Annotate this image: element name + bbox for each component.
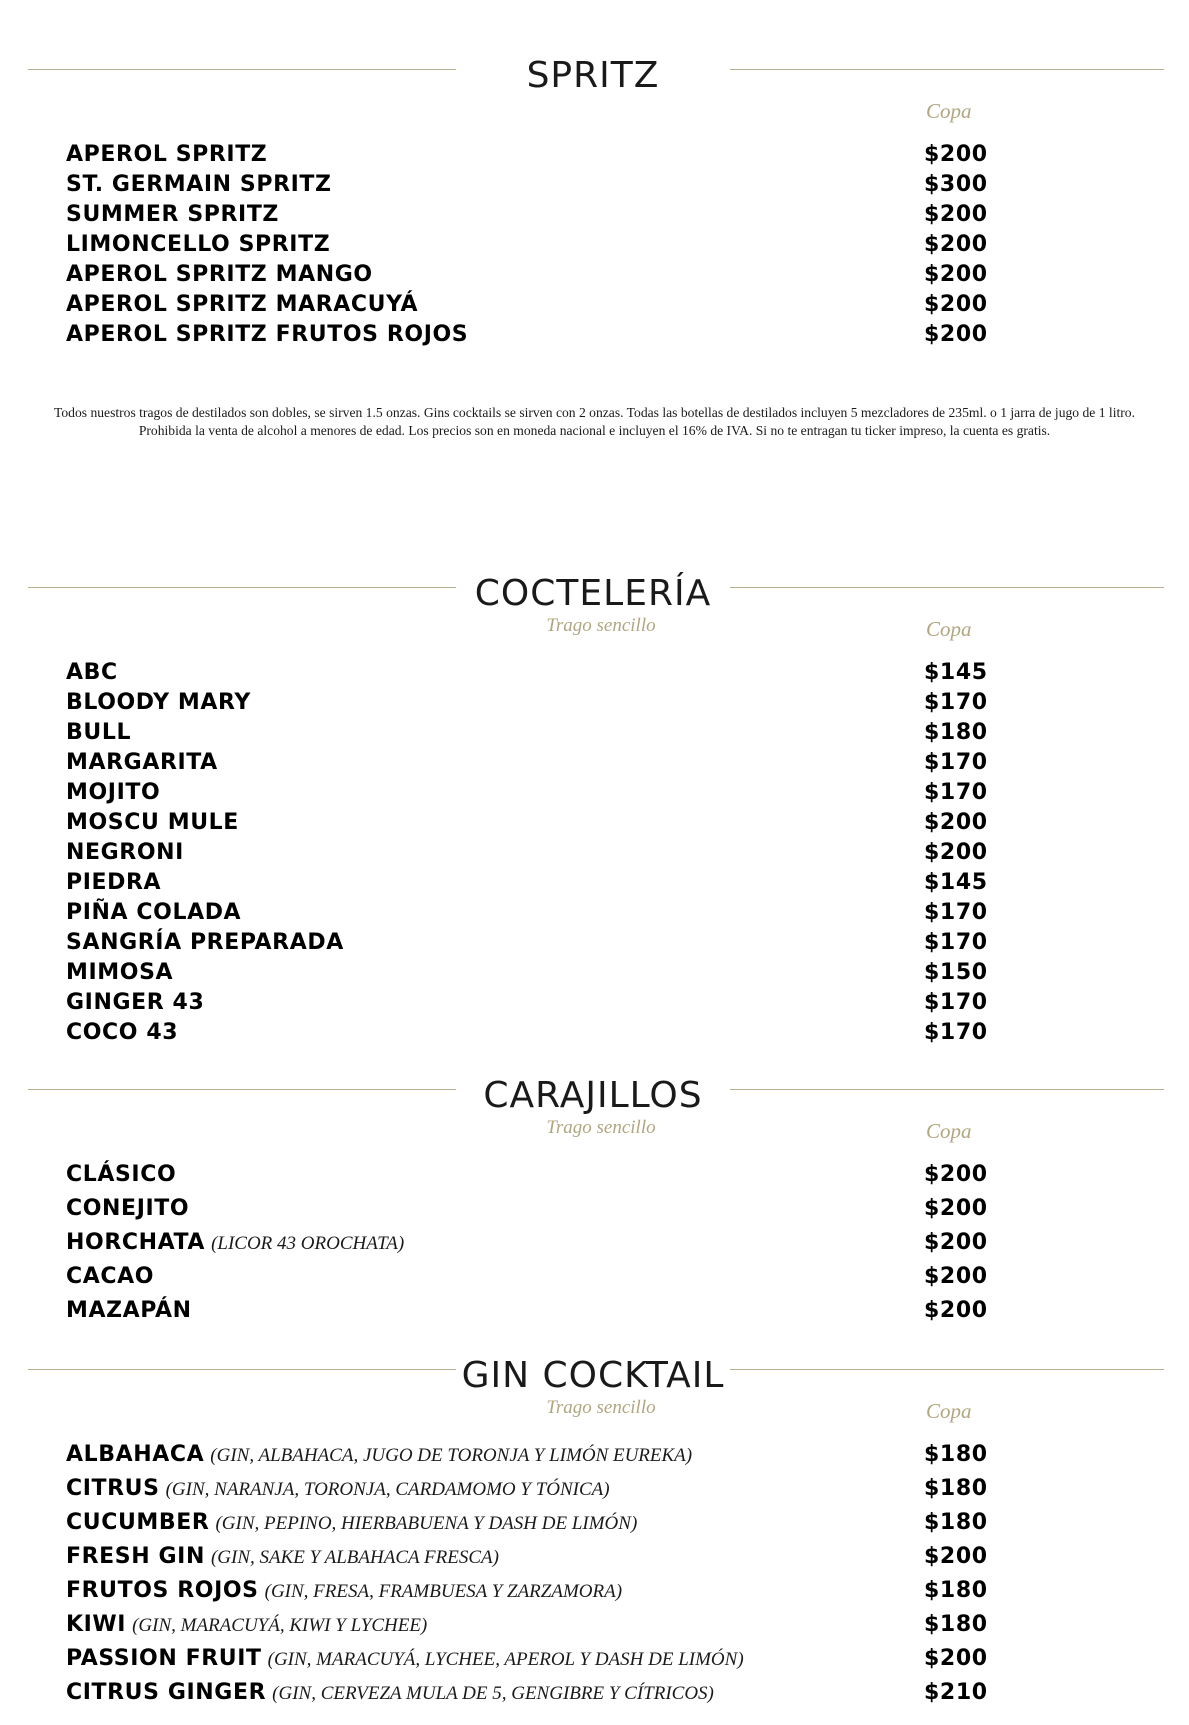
item-description: (GIN, CERVEZA MULA DE 5, GENGIBRE Y CÍTRICOS) xyxy=(272,1683,714,1704)
menu-item xyxy=(66,1644,1106,1674)
item-name xyxy=(66,928,344,958)
item-name-text: SUMMER SPRITZ xyxy=(66,202,279,227)
column-label: Copa xyxy=(926,1399,972,1423)
item-price: $200 xyxy=(924,202,988,227)
column-label: Copa xyxy=(926,617,972,641)
section-subtitle: Trago sencillo xyxy=(546,1397,656,1418)
item-name xyxy=(66,140,267,170)
item-price: $170 xyxy=(924,900,988,925)
menu-item xyxy=(66,290,1106,320)
item-price: $180 xyxy=(924,1612,988,1637)
item-name-text: FRESH GIN xyxy=(66,1544,205,1569)
item-name xyxy=(66,290,418,320)
menu-item xyxy=(66,1474,1106,1504)
menu-item xyxy=(66,1262,1106,1292)
menu-item xyxy=(66,260,1106,290)
item-name-text: ST. GERMAIN SPRITZ xyxy=(66,172,332,197)
item-price: $180 xyxy=(924,1510,988,1535)
item-name xyxy=(66,1508,637,1539)
section-title: SPRITZ xyxy=(526,55,660,96)
item-price: $200 xyxy=(924,810,988,835)
footnote-line: Prohibida la venta de alcohol a menores de edad. Los precios son en moneda nacional e incluyen el 16% de IVA. Si no te entragan tu ticker impreso, la cuenta es gratis. xyxy=(138,423,1051,438)
item-price: $180 xyxy=(924,1578,988,1603)
item-name xyxy=(66,1678,714,1709)
item-name xyxy=(66,170,332,200)
item-name-text: MARGARITA xyxy=(66,750,218,775)
item-name-text: ABC xyxy=(66,660,118,685)
item-name xyxy=(66,658,118,688)
item-name xyxy=(66,808,239,838)
item-price: $180 xyxy=(924,720,988,745)
item-name xyxy=(66,958,173,988)
item-price: $145 xyxy=(924,870,988,895)
item-price: $200 xyxy=(924,840,988,865)
item-name xyxy=(66,1542,499,1573)
item-price: $200 xyxy=(924,232,988,257)
section-title: CARAJILLOS xyxy=(483,1075,703,1116)
item-name xyxy=(66,260,373,290)
item-name xyxy=(66,778,160,808)
item-price: $300 xyxy=(924,172,988,197)
item-name-text: CITRUS GINGER xyxy=(66,1680,267,1705)
divider-line xyxy=(28,587,456,588)
item-name-text: FRUTOS ROJOS xyxy=(66,1578,259,1603)
item-name xyxy=(66,898,241,928)
menu-item xyxy=(66,1228,1106,1258)
divider-line xyxy=(730,69,1164,70)
menu-item xyxy=(66,778,1106,808)
item-name xyxy=(66,1262,154,1292)
menu-item xyxy=(66,320,1106,350)
menu-item xyxy=(66,140,1106,170)
item-name xyxy=(66,1296,192,1326)
item-price: $200 xyxy=(924,262,988,287)
menu-item xyxy=(66,658,1106,688)
item-price: $200 xyxy=(924,142,988,167)
item-description: (GIN, ALBAHACA, JUGO DE TORONJA Y LIMÓN EUREKA) xyxy=(210,1445,693,1466)
item-name xyxy=(66,688,251,718)
item-name xyxy=(66,718,131,748)
item-name-text: KIWI xyxy=(66,1612,127,1637)
item-name xyxy=(66,1194,189,1224)
item-name-text: LIMONCELLO SPRITZ xyxy=(66,232,331,257)
item-name xyxy=(66,1474,610,1505)
menu-item xyxy=(66,1160,1106,1190)
column-label: Copa xyxy=(926,99,972,123)
menu-item xyxy=(66,868,1106,898)
item-name-text: GINGER 43 xyxy=(66,990,205,1015)
item-name xyxy=(66,230,330,260)
item-price: $145 xyxy=(924,660,988,685)
menu-item xyxy=(66,688,1106,718)
menu-item xyxy=(66,1194,1106,1224)
item-name xyxy=(66,1160,176,1190)
item-name xyxy=(66,1644,744,1675)
menu-item xyxy=(66,748,1106,778)
item-price: $150 xyxy=(924,960,988,985)
section-title: GIN COCKTAIL xyxy=(461,1355,725,1396)
item-price: $170 xyxy=(924,930,988,955)
item-description: (GIN, MARACUYÁ, KIWI Y LYCHEE) xyxy=(132,1615,428,1636)
menu-item xyxy=(66,200,1106,230)
item-name-text: APEROL SPRITZ MARACUYÁ xyxy=(66,292,419,317)
item-name xyxy=(66,200,279,230)
item-description: (GIN, MARACUYÁ, LYCHEE, APEROL Y DASH DE LIMÓN) xyxy=(267,1649,744,1670)
item-name-text: HORCHATA xyxy=(66,1230,206,1255)
item-price: $170 xyxy=(924,1020,988,1045)
item-price: $170 xyxy=(924,990,988,1015)
item-name xyxy=(66,868,161,898)
item-description: (GIN, FRESA, FRAMBUESA Y ZARZAMORA) xyxy=(264,1581,623,1602)
menu-item xyxy=(66,1018,1106,1048)
menu-item xyxy=(66,1440,1106,1470)
item-name xyxy=(66,748,218,778)
item-name-text: PIEDRA xyxy=(66,870,162,895)
item-name-text: NEGRONI xyxy=(66,840,184,865)
item-name-text: CONEJITO xyxy=(66,1196,190,1221)
item-description: (GIN, SAKE Y ALBAHACA FRESCA) xyxy=(210,1547,499,1568)
item-price: $170 xyxy=(924,750,988,775)
item-price: $200 xyxy=(924,292,988,317)
item-description: (LICOR 43 OROCHATA) xyxy=(211,1233,405,1254)
menu-item xyxy=(66,1610,1106,1640)
item-name-text: APEROL SPRITZ FRUTOS ROJOS xyxy=(66,322,469,347)
menu-item xyxy=(66,988,1106,1018)
menu-item xyxy=(66,1508,1106,1538)
item-name xyxy=(66,1610,427,1641)
item-price: $200 xyxy=(924,1646,988,1671)
item-name-text: APEROL SPRITZ MANGO xyxy=(66,262,373,287)
section-subtitle: Trago sencillo xyxy=(546,1117,656,1138)
item-name-text: PASSION FRUIT xyxy=(66,1646,262,1671)
item-name-text: PIÑA COLADA xyxy=(66,900,242,925)
footnote xyxy=(20,404,1169,440)
item-price: $200 xyxy=(924,322,988,347)
menu-item xyxy=(66,1576,1106,1606)
item-name-text: MOSCU MULE xyxy=(66,810,239,835)
menu-item xyxy=(66,838,1106,868)
menu-item xyxy=(66,928,1106,958)
divider-line xyxy=(730,1089,1164,1090)
item-price: $200 xyxy=(924,1196,988,1221)
menu-item xyxy=(66,1678,1106,1708)
item-name-text: COCO 43 xyxy=(66,1020,179,1045)
item-price: $210 xyxy=(924,1680,988,1705)
menu-item xyxy=(66,1296,1106,1326)
item-name-text: MIMOSA xyxy=(66,960,174,985)
item-name xyxy=(66,988,204,1018)
item-name xyxy=(66,838,184,868)
item-name-text: BULL xyxy=(66,720,132,745)
menu-item xyxy=(66,808,1106,838)
item-name xyxy=(66,1228,404,1259)
item-price: $200 xyxy=(924,1230,988,1255)
item-price: $170 xyxy=(924,690,988,715)
item-name-text: CUCUMBER xyxy=(66,1510,210,1535)
menu-item xyxy=(66,958,1106,988)
item-name-text: SANGRÍA PREPARADA xyxy=(66,930,344,955)
item-name-text: APEROL SPRITZ xyxy=(66,142,268,167)
item-name-text: BLOODY MARY xyxy=(66,690,251,715)
item-price: $180 xyxy=(924,1442,988,1467)
item-name-text: MAZAPÁN xyxy=(66,1298,192,1323)
menu-item xyxy=(66,898,1106,928)
divider-line xyxy=(730,1369,1164,1370)
item-description: (GIN, NARANJA, TORONJA, CARDAMOMO Y TÓNICA) xyxy=(165,1479,610,1500)
section-subtitle: Trago sencillo xyxy=(546,615,656,636)
item-price: $200 xyxy=(924,1544,988,1569)
item-price: $200 xyxy=(924,1264,988,1289)
menu-item xyxy=(66,718,1106,748)
divider-line xyxy=(28,1369,456,1370)
item-price: $170 xyxy=(924,780,988,805)
item-name-text: CITRUS xyxy=(66,1476,160,1501)
column-label: Copa xyxy=(926,1119,972,1143)
item-name xyxy=(66,1018,178,1048)
item-name-text: CLÁSICO xyxy=(66,1162,177,1187)
item-name-text: CACAO xyxy=(66,1264,155,1289)
divider-line xyxy=(28,69,456,70)
item-price: $200 xyxy=(924,1162,988,1187)
section-title: COCTELERÍA xyxy=(474,573,712,614)
item-name xyxy=(66,1576,622,1607)
menu-item xyxy=(66,230,1106,260)
footnote-line: Todos nuestros tragos de destilados son dobles, se sirven 1.5 onzas. Gins cocktails se sirven con 2 onzas. Todas las botellas de destilados incluyen 5 mezcladores de 235ml. o 1 jarra de jugo de 1 litro. xyxy=(54,405,1135,420)
divider-line xyxy=(730,587,1164,588)
menu-item xyxy=(66,170,1106,200)
item-description: (GIN, PEPINO, HIERBABUENA Y DASH DE LIMÓN) xyxy=(215,1513,638,1534)
item-price: $200 xyxy=(924,1298,988,1323)
divider-line xyxy=(28,1089,456,1090)
item-name xyxy=(66,1440,692,1471)
item-name xyxy=(66,320,468,350)
item-name-text: ALBAHACA xyxy=(66,1442,205,1467)
item-name-text: MOJITO xyxy=(66,780,161,805)
menu-item xyxy=(66,1542,1106,1572)
item-price: $180 xyxy=(924,1476,988,1501)
